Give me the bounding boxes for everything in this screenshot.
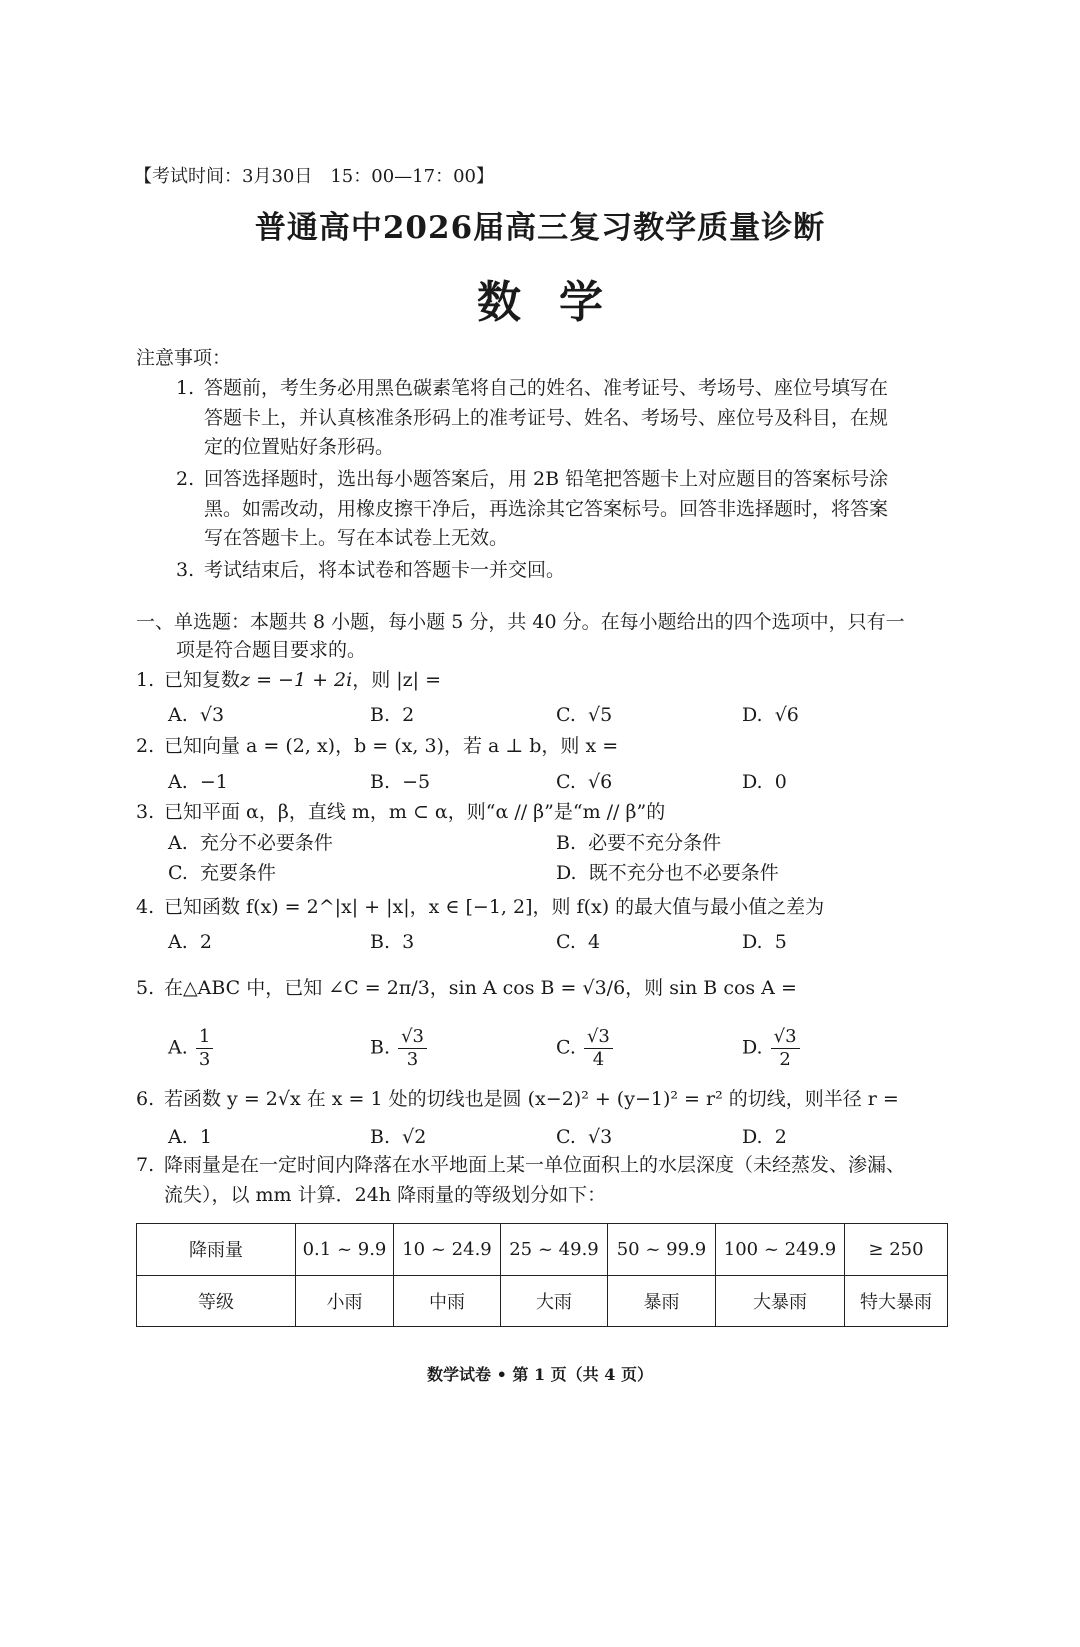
option-label: D. (742, 771, 763, 793)
denominator: 2 (779, 1049, 791, 1070)
option-value: 1 (199, 1126, 212, 1148)
q6-option-b (370, 1125, 426, 1149)
question-stem: 若函数 y = 2√x 在 x = 1 处的切线也是圆 (x−2)² + (y−1)² = r² 的切线，则半径 r = (164, 1088, 899, 1110)
question-stem: 已知复数 (164, 669, 241, 691)
table-cell: 暴雨 (608, 1275, 716, 1327)
table-row (137, 1224, 948, 1276)
question-stem: 在△ABC 中，已知 ∠C = 2π/3，sin A cos B = √3/6，则 sin B cos A = (164, 977, 797, 999)
fraction (584, 1026, 613, 1071)
note-1-line-3: 定的位置贴好条形码。 (204, 436, 395, 458)
question-number: 7. (136, 1154, 155, 1176)
question-stem: 已知向量 a = (2, x)，b = (x, 3)，若 a ⊥ b，则 x = (164, 735, 619, 757)
table-cell: 25 ~ 49.9 (501, 1224, 608, 1276)
option-label: B. (370, 771, 391, 793)
fraction (398, 1026, 427, 1071)
option-value: 必要不充分条件 (588, 832, 722, 854)
numerator: √3 (398, 1026, 427, 1049)
question-4 (136, 895, 824, 919)
table-row (137, 1275, 948, 1327)
option-label: B. (370, 931, 391, 953)
question-number: 1. (136, 669, 155, 691)
q1-option-b (370, 703, 414, 727)
table-cell: 大暴雨 (716, 1275, 845, 1327)
question-1 (136, 668, 441, 692)
q1-option-d (742, 703, 799, 727)
note-1-line-2: 答题卡上，并认真核准条形码上的准考证号、姓名、考场号、座位号及科目，在规 (204, 407, 889, 429)
denominator: 4 (592, 1049, 605, 1070)
numerator: √3 (771, 1026, 800, 1049)
q2-option-b (370, 770, 430, 794)
option-label: A. (168, 931, 188, 953)
option-label: D. (742, 1036, 763, 1059)
option-label: D. (742, 931, 763, 953)
question-2 (136, 734, 618, 758)
table-cell: 中雨 (394, 1275, 501, 1327)
option-value: 充要条件 (200, 862, 277, 884)
option-value: 既不充分也不必要条件 (588, 862, 779, 884)
option-value: √5 (588, 704, 613, 726)
q5-option-d (742, 1026, 802, 1071)
q3-option-b (556, 831, 721, 855)
section-heading-line-1: 一、单选题：本题共 8 小题，每小题 5 分，共 40 分。在每小题给出的四个选项中，只有一 (136, 611, 905, 633)
table-cell: 特大暴雨 (845, 1275, 948, 1327)
question-stem-suffix: ，则 |z| = (352, 669, 442, 691)
notes-heading: 注意事项： (136, 347, 232, 369)
q2-option-a (168, 770, 228, 794)
row-header: 降雨量 (137, 1224, 296, 1276)
rainfall-grade-table (136, 1223, 948, 1327)
table-cell: ≥ 250 (845, 1224, 948, 1276)
question-number: 5. (136, 977, 155, 999)
option-value: 4 (588, 931, 601, 953)
q1-option-a (168, 703, 224, 727)
option-label: D. (742, 704, 763, 726)
note-3-line-1 (176, 558, 565, 582)
question-number: 2. (136, 735, 155, 757)
option-label: C. (168, 862, 188, 884)
q3-option-d (556, 861, 779, 885)
option-label: A. (168, 1126, 188, 1148)
option-label: D. (742, 1126, 763, 1148)
row-header: 等级 (137, 1275, 296, 1327)
option-value: 2 (199, 931, 212, 953)
option-label: B. (370, 1126, 391, 1148)
table-cell: 大雨 (501, 1275, 608, 1327)
question-5 (136, 976, 797, 1000)
option-value: √6 (774, 704, 799, 726)
option-label: A. (168, 704, 188, 726)
option-value: √3 (588, 1126, 613, 1148)
option-label: C. (556, 1126, 576, 1148)
option-value: 2 (402, 704, 415, 726)
q6-option-d (742, 1125, 787, 1149)
question-number: 6. (136, 1088, 155, 1110)
page-title: 普通高中2026届高三复习教学质量诊断 (254, 210, 826, 246)
option-label: B. (370, 1036, 391, 1059)
q5-option-b (370, 1026, 429, 1071)
q4-option-b (370, 930, 414, 954)
table-cell: 100 ~ 249.9 (716, 1224, 845, 1276)
option-value: √2 (402, 1126, 427, 1148)
table-cell: 10 ~ 24.9 (394, 1224, 501, 1276)
denominator: 3 (406, 1049, 419, 1070)
option-label: A. (168, 771, 188, 793)
option-label: C. (556, 931, 576, 953)
note-1-line-1 (176, 376, 888, 400)
option-label: B. (370, 704, 391, 726)
note-2-line-1 (176, 467, 888, 491)
option-label: C. (556, 771, 576, 793)
option-value: 充分不必要条件 (199, 832, 333, 854)
option-label: C. (556, 704, 576, 726)
exam-time: 【考试时间：3月30日 15：00—17：00】 (134, 166, 494, 187)
question-3 (136, 800, 665, 824)
option-value: √6 (588, 771, 613, 793)
table-cell: 小雨 (296, 1275, 394, 1327)
note-2-line-2: 黑。如需改动，用橡皮擦干净后，再选涂其它答案标号。回答非选择题时，将答案 (204, 498, 889, 520)
note-2-line-3: 写在答题卡上。写在本试卷上无效。 (204, 527, 509, 549)
option-label: C. (556, 1036, 576, 1059)
q5-option-c (556, 1026, 615, 1071)
fraction (771, 1026, 800, 1071)
question-stem: 已知函数 f(x) = 2^|x| + |x|，x ∈ [−1, 2]，则 f(x) 的最大值与最小值之差为 (164, 896, 825, 918)
question-stem: 已知平面 α，β，直线 m，m ⊂ α，则“α // β”是“m // β”的 (164, 801, 666, 823)
option-value: 3 (402, 931, 415, 953)
question-7 (136, 1153, 905, 1177)
note-text: 回答选择题时，选出每小题答案后，用 2B 铅笔把答题卡上对应题目的答案标号涂 (204, 468, 889, 490)
denominator: 3 (198, 1049, 211, 1070)
question-stem: 降雨量是在一定时间内降落在水平地面上某一单位面积上的水层深度（未经蒸发、渗漏、 (164, 1154, 906, 1176)
note-text: 考试结束后，将本试卷和答题卡一并交回。 (204, 559, 566, 581)
option-label: B. (556, 832, 577, 854)
option-value: 0 (774, 771, 787, 793)
q3-option-a (168, 831, 333, 855)
page-footer: 数学试卷 • 第 1 页（共 4 页） (427, 1365, 653, 1384)
section-heading-line-2: 项是符合题目要求的。 (176, 639, 367, 661)
option-value: −1 (199, 771, 228, 793)
fraction (196, 1026, 213, 1071)
q2-option-c (556, 770, 612, 794)
q6-option-c (556, 1125, 612, 1149)
numerator: √3 (584, 1026, 613, 1049)
note-number: 1. (176, 377, 195, 399)
option-value: √3 (199, 704, 225, 726)
option-label: A. (168, 1036, 188, 1059)
option-label: D. (556, 862, 577, 884)
note-text: 答题前，考生务必用黑色碳素笔将自己的姓名、准考证号、考场号、座位号填写在 (204, 377, 889, 399)
q2-option-d (742, 770, 787, 794)
table-cell: 50 ~ 99.9 (608, 1224, 716, 1276)
question-number: 3. (136, 801, 155, 823)
subject-title: 数学 (477, 277, 641, 328)
q5-option-a (168, 1026, 215, 1071)
question-math: z = −1 + 2i (240, 669, 353, 691)
table-cell: 0.1 ~ 9.9 (296, 1224, 394, 1276)
q4-option-a (168, 930, 212, 954)
note-number: 2. (176, 468, 195, 490)
question-number: 4. (136, 896, 155, 918)
q3-option-c (168, 861, 276, 885)
option-value: 2 (774, 1126, 787, 1148)
q4-option-d (742, 930, 787, 954)
q1-option-c (556, 703, 612, 727)
question-7-line-2: 流失），以 mm 计算．24h 降雨量的等级划分如下： (164, 1184, 607, 1206)
option-value: −5 (402, 771, 431, 793)
numerator: 1 (196, 1026, 213, 1049)
question-6 (136, 1087, 899, 1111)
option-value: 5 (774, 931, 787, 953)
option-label: A. (168, 832, 188, 854)
note-number: 3. (176, 559, 195, 581)
q6-option-a (168, 1125, 212, 1149)
q4-option-c (556, 930, 600, 954)
